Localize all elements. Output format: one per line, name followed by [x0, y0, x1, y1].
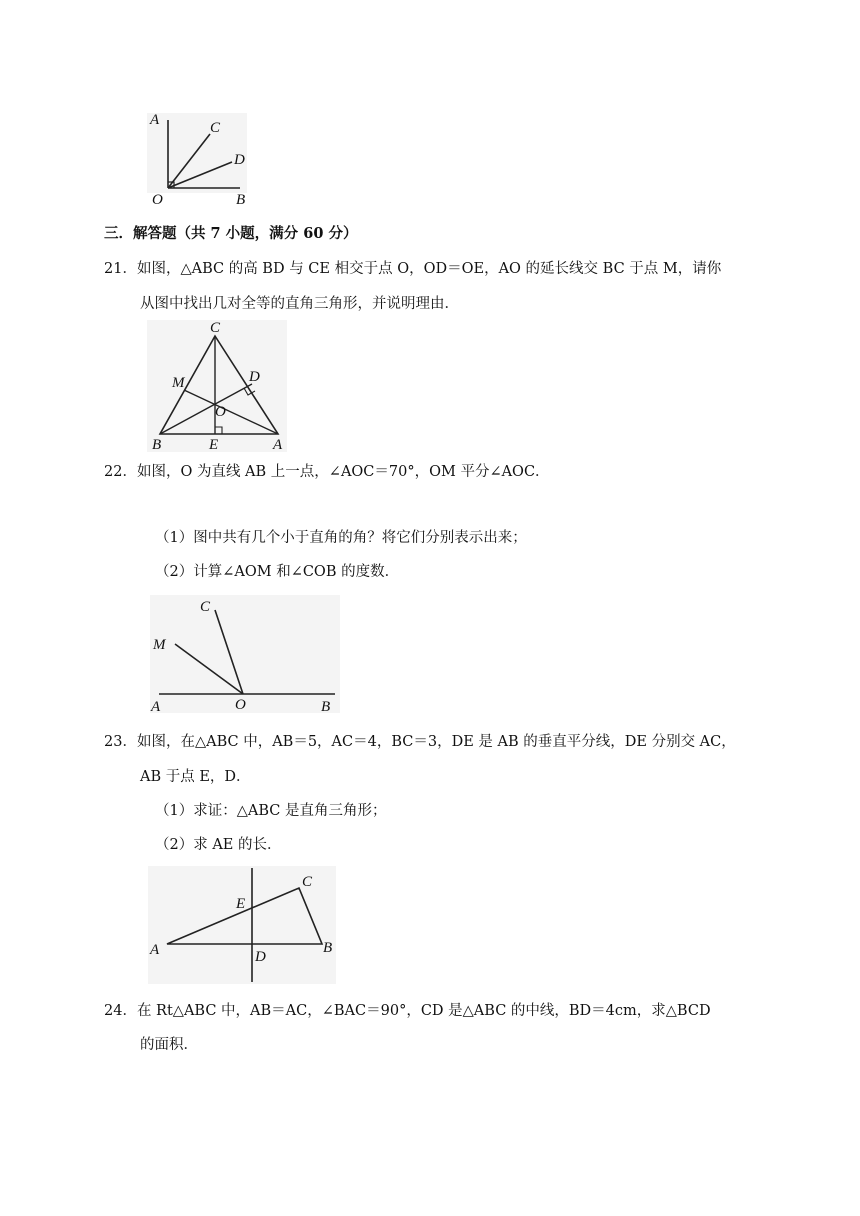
label-c: C [200, 599, 211, 615]
triangle-diagram [145, 318, 290, 456]
label-c: C [210, 320, 221, 336]
label-d: D [249, 369, 260, 385]
label-b: B [321, 699, 331, 715]
angle-diagram [140, 108, 260, 208]
label-o: O [215, 404, 226, 420]
label-o: O [152, 192, 163, 208]
q22-sub2: （2）计算∠AOM 和∠COB 的度数． [155, 564, 400, 580]
label-d: D [234, 152, 245, 168]
section-title: 三．解答题（共 7 小题，满分 60 分） [104, 225, 358, 242]
q23-line2: AB 于点 E，D． [140, 769, 251, 785]
q23-line1: 23．如图，在△ABC 中，AB＝5，AC＝4，BC＝3，DE 是 AB 的垂直平分线，DE 分别交 AC， [104, 734, 736, 750]
label-b: B [323, 940, 333, 956]
q23-sub2: （2）求 AE 的长． [155, 837, 282, 853]
right-triangle-diagram [145, 864, 340, 986]
q21-line1: 21．如图，△ABC 的高 BD 与 CE 相交于点 O，OD＝OE，AO 的延长线交 BC 于点 M，请你 [104, 261, 722, 277]
label-b: B [152, 437, 162, 453]
label-e: E [236, 896, 246, 912]
q23-sub1: （1）求证：△ABC 是直角三角形； [155, 803, 387, 819]
triangle-figure-q23 [145, 864, 340, 986]
label-b: B [236, 192, 246, 208]
angle-figure-q22 [145, 592, 345, 716]
label-a: A [273, 437, 283, 453]
line-angle-diagram [145, 592, 345, 716]
q21-line2: 从图中找出几对全等的直角三角形，并说明理由． [140, 296, 459, 312]
label-a: A [151, 699, 161, 715]
label-a: A [150, 942, 160, 958]
q24-line1: 24．在 Rt△ABC 中，AB＝AC，∠BAC＝90°，CD 是△ABC 的中线，BD＝4cm，求△BCD [104, 1003, 711, 1019]
triangle-figure-q21 [145, 318, 290, 456]
angle-figure-q20 [140, 108, 260, 208]
q22-line1: 22．如图，O 为直线 AB 上一点，∠AOC＝70°，OM 平分∠AOC． [104, 464, 550, 480]
label-d: D [255, 949, 266, 965]
label-m: M [153, 637, 166, 653]
label-m: M [172, 375, 185, 391]
label-a: A [150, 112, 160, 128]
label-c: C [302, 874, 313, 890]
q22-sub1: （1）图中共有几个小于直角的角？将它们分别表示出来； [155, 530, 527, 546]
label-c: C [210, 120, 221, 136]
label-e: E [209, 437, 219, 453]
label-o: O [235, 697, 246, 713]
q24-line2: 的面积． [140, 1037, 198, 1053]
